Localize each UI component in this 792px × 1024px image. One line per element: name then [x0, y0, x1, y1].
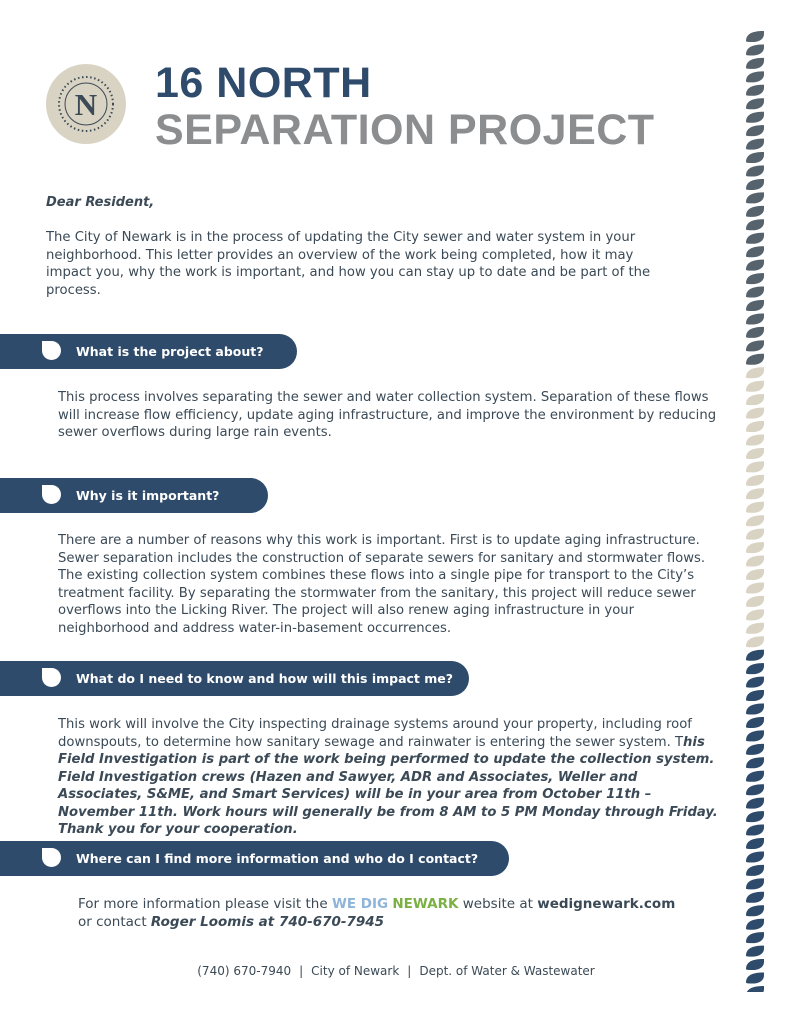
- chain-link-shape: [746, 515, 764, 526]
- intro-paragraph: The City of Newark is in the process of updating the City sewer and water system in your neighborhood. This letter provides an overview of the work being completed, how it may impact you, why the work is important, and how you can stay up to date and be part of the process.: [46, 230, 651, 298]
- chain-link-shape: [746, 865, 764, 876]
- chain-link-shape: [746, 246, 764, 257]
- section-banner-importance: [0, 478, 268, 513]
- chain-link-shape: [746, 690, 764, 701]
- chain-link-shape: [746, 192, 764, 203]
- chain-link-shape: [746, 569, 764, 580]
- chain-link-shape: [746, 959, 764, 970]
- impact-text: This work will involve the City inspecting drainage systems around your property, including roof downspouts, to determine how sanitary sewage and rainwater is entering the sewer system. T: [58, 717, 692, 750]
- chain-link-shape: [746, 461, 764, 472]
- chain-link-shape: [746, 233, 764, 244]
- chain-link-shape: [746, 327, 764, 338]
- section-body-project: This process involves separating the sewer and water collection system. Separation of these flows will increase flow efficiency, update aging infrastructure, and improve the environment by reducing sewer overflows during large rain events.: [58, 390, 717, 440]
- chain-link-shape: [746, 300, 764, 311]
- chain-link-shape: [746, 367, 764, 378]
- chain-link-shape: [746, 381, 764, 392]
- chain-link-shape: [746, 71, 764, 82]
- footer-phone: (740) 670-7940: [197, 964, 292, 978]
- section-heading: Why is it important?: [76, 488, 220, 503]
- chain-link-shape: [746, 58, 764, 69]
- water-drop-icon: [42, 848, 61, 867]
- chain-link-shape: [746, 932, 764, 943]
- chain-link-shape: [746, 771, 764, 782]
- section-heading: What do I need to know and how will this impact me?: [76, 671, 454, 686]
- footer: [0, 964, 792, 978]
- footer-separator: |: [407, 964, 412, 978]
- city-of-newark-logo: [46, 64, 126, 144]
- chain-link-shape: [746, 139, 764, 150]
- chain-link-shape: [746, 730, 764, 741]
- water-drop-icon: [42, 341, 61, 360]
- chain-link-shape: [746, 838, 764, 849]
- chain-link-shape: [746, 851, 764, 862]
- impact-text-bold: his Field Investigation is part of the work being performed to update the collection system. Field Investigation crews (Hazen and Sawyer, ADR and Associates, Weller and Associates, S&ME, and Smart Services) will be in your area from October 11th – November 11th. Work hours will generally be from 8 AM to 5 PM Monday through Friday. Thank you for your cooperation.: [58, 734, 718, 837]
- footer-city: City of Newark: [311, 964, 400, 978]
- chain-link-shape: [746, 596, 764, 607]
- more-info: [78, 895, 675, 931]
- chain-link-shape: [746, 704, 764, 715]
- chain-link-shape: [746, 394, 764, 405]
- chain-link-shape: [746, 354, 764, 365]
- chain-link-shape: [746, 650, 764, 661]
- footer-separator: |: [299, 964, 304, 978]
- decorative-drop-chain: [744, 30, 766, 992]
- title-line-1: 16 NORTH: [155, 59, 372, 107]
- section-banner-impact: [0, 661, 469, 696]
- chain-link-shape: [746, 260, 764, 271]
- section-heading: What is the project about?: [76, 344, 264, 359]
- chain-link-shape: [746, 905, 764, 916]
- chain-link-shape: [746, 784, 764, 795]
- chain-link-shape: [746, 582, 764, 593]
- chain-link-shape: [746, 946, 764, 957]
- chain-link-shape: [746, 125, 764, 136]
- chain-link-shape: [746, 798, 764, 809]
- chain-link-shape: [746, 448, 764, 459]
- section-banner-project: [0, 334, 297, 369]
- chain-link-shape: [746, 152, 764, 163]
- section-heading: Where can I find more information and who do I contact?: [76, 851, 479, 866]
- salutation: Dear Resident,: [46, 195, 155, 210]
- contact-person: Roger Loomis at 740-670-7945: [150, 914, 385, 930]
- title-line-2: SEPARATION PROJECT: [155, 106, 655, 154]
- chain-link-shape: [746, 811, 764, 822]
- chain-link-shape: [746, 313, 764, 324]
- footer-dept: Dept. of Water & Wastewater: [419, 964, 595, 978]
- chain-link-shape: [746, 825, 764, 836]
- chain-link-shape: [746, 556, 764, 567]
- water-drop-icon: [42, 485, 61, 504]
- brand-we-dig: WE DIG: [331, 896, 389, 912]
- chain-link-shape: [746, 744, 764, 755]
- chain-link-shape: [746, 340, 764, 351]
- chain-link-shape: [746, 287, 764, 298]
- chain-link-shape: [746, 973, 764, 984]
- website-link[interactable]: wedignewark.com: [537, 896, 676, 912]
- chain-link-shape: [746, 219, 764, 230]
- chain-link-shape: [746, 623, 764, 634]
- chain-link-shape: [746, 31, 764, 42]
- chain-link-shape: [746, 529, 764, 540]
- more-info-middle: website at: [458, 896, 538, 912]
- chain-link-shape: [746, 636, 764, 647]
- more-info-prefix: For more information please visit the: [78, 896, 332, 912]
- chain-link-shape: [746, 878, 764, 889]
- chain-link-shape: [746, 475, 764, 486]
- chain-link-shape: [746, 488, 764, 499]
- chain-link-shape: [746, 166, 764, 177]
- chain-link-shape: [746, 542, 764, 553]
- page-title: [155, 60, 655, 154]
- section-banner-contact: [0, 841, 509, 876]
- section-body-importance: There are a number of reasons why this work is important. First is to update aging infrastructure. Sewer separation includes the construction of separate sewers for sanitary and stormwater flows. The existing collection system combines these flows into a single pipe for transport to the City’s treatment facility. By separating the stormwater from the sanitary, this project will reduce sewer overflows into the Licking River. The project will also renew aging infrastructure in your neighborhood and address water-in-basement occurrences.: [58, 533, 706, 636]
- chain-link-shape: [746, 986, 764, 992]
- chain-link-shape: [746, 609, 764, 620]
- logo-letter: N: [74, 87, 98, 122]
- chain-link-shape: [746, 179, 764, 190]
- chain-link-shape: [746, 663, 764, 674]
- chain-link-shape: [746, 757, 764, 768]
- chain-link-shape: [746, 435, 764, 446]
- section-body-impact: [58, 716, 722, 839]
- water-drop-icon: [42, 668, 61, 687]
- chain-link-shape: [746, 44, 764, 55]
- chain-link-shape: [746, 717, 764, 728]
- chain-link-shape: [746, 112, 764, 123]
- chain-link-shape: [746, 502, 764, 513]
- chain-link-shape: [746, 85, 764, 96]
- chain-link-shape: [746, 677, 764, 688]
- chain-link-shape: [746, 421, 764, 432]
- chain-link-shape: [746, 273, 764, 284]
- chain-link-shape: [746, 408, 764, 419]
- chain-link-shape: [746, 206, 764, 217]
- brand-newark: NEWARK: [392, 896, 459, 912]
- contact-prefix: or contact: [78, 914, 151, 930]
- chain-link-shape: [746, 892, 764, 903]
- chain-link-shape: [746, 919, 764, 930]
- chain-link-shape: [746, 98, 764, 109]
